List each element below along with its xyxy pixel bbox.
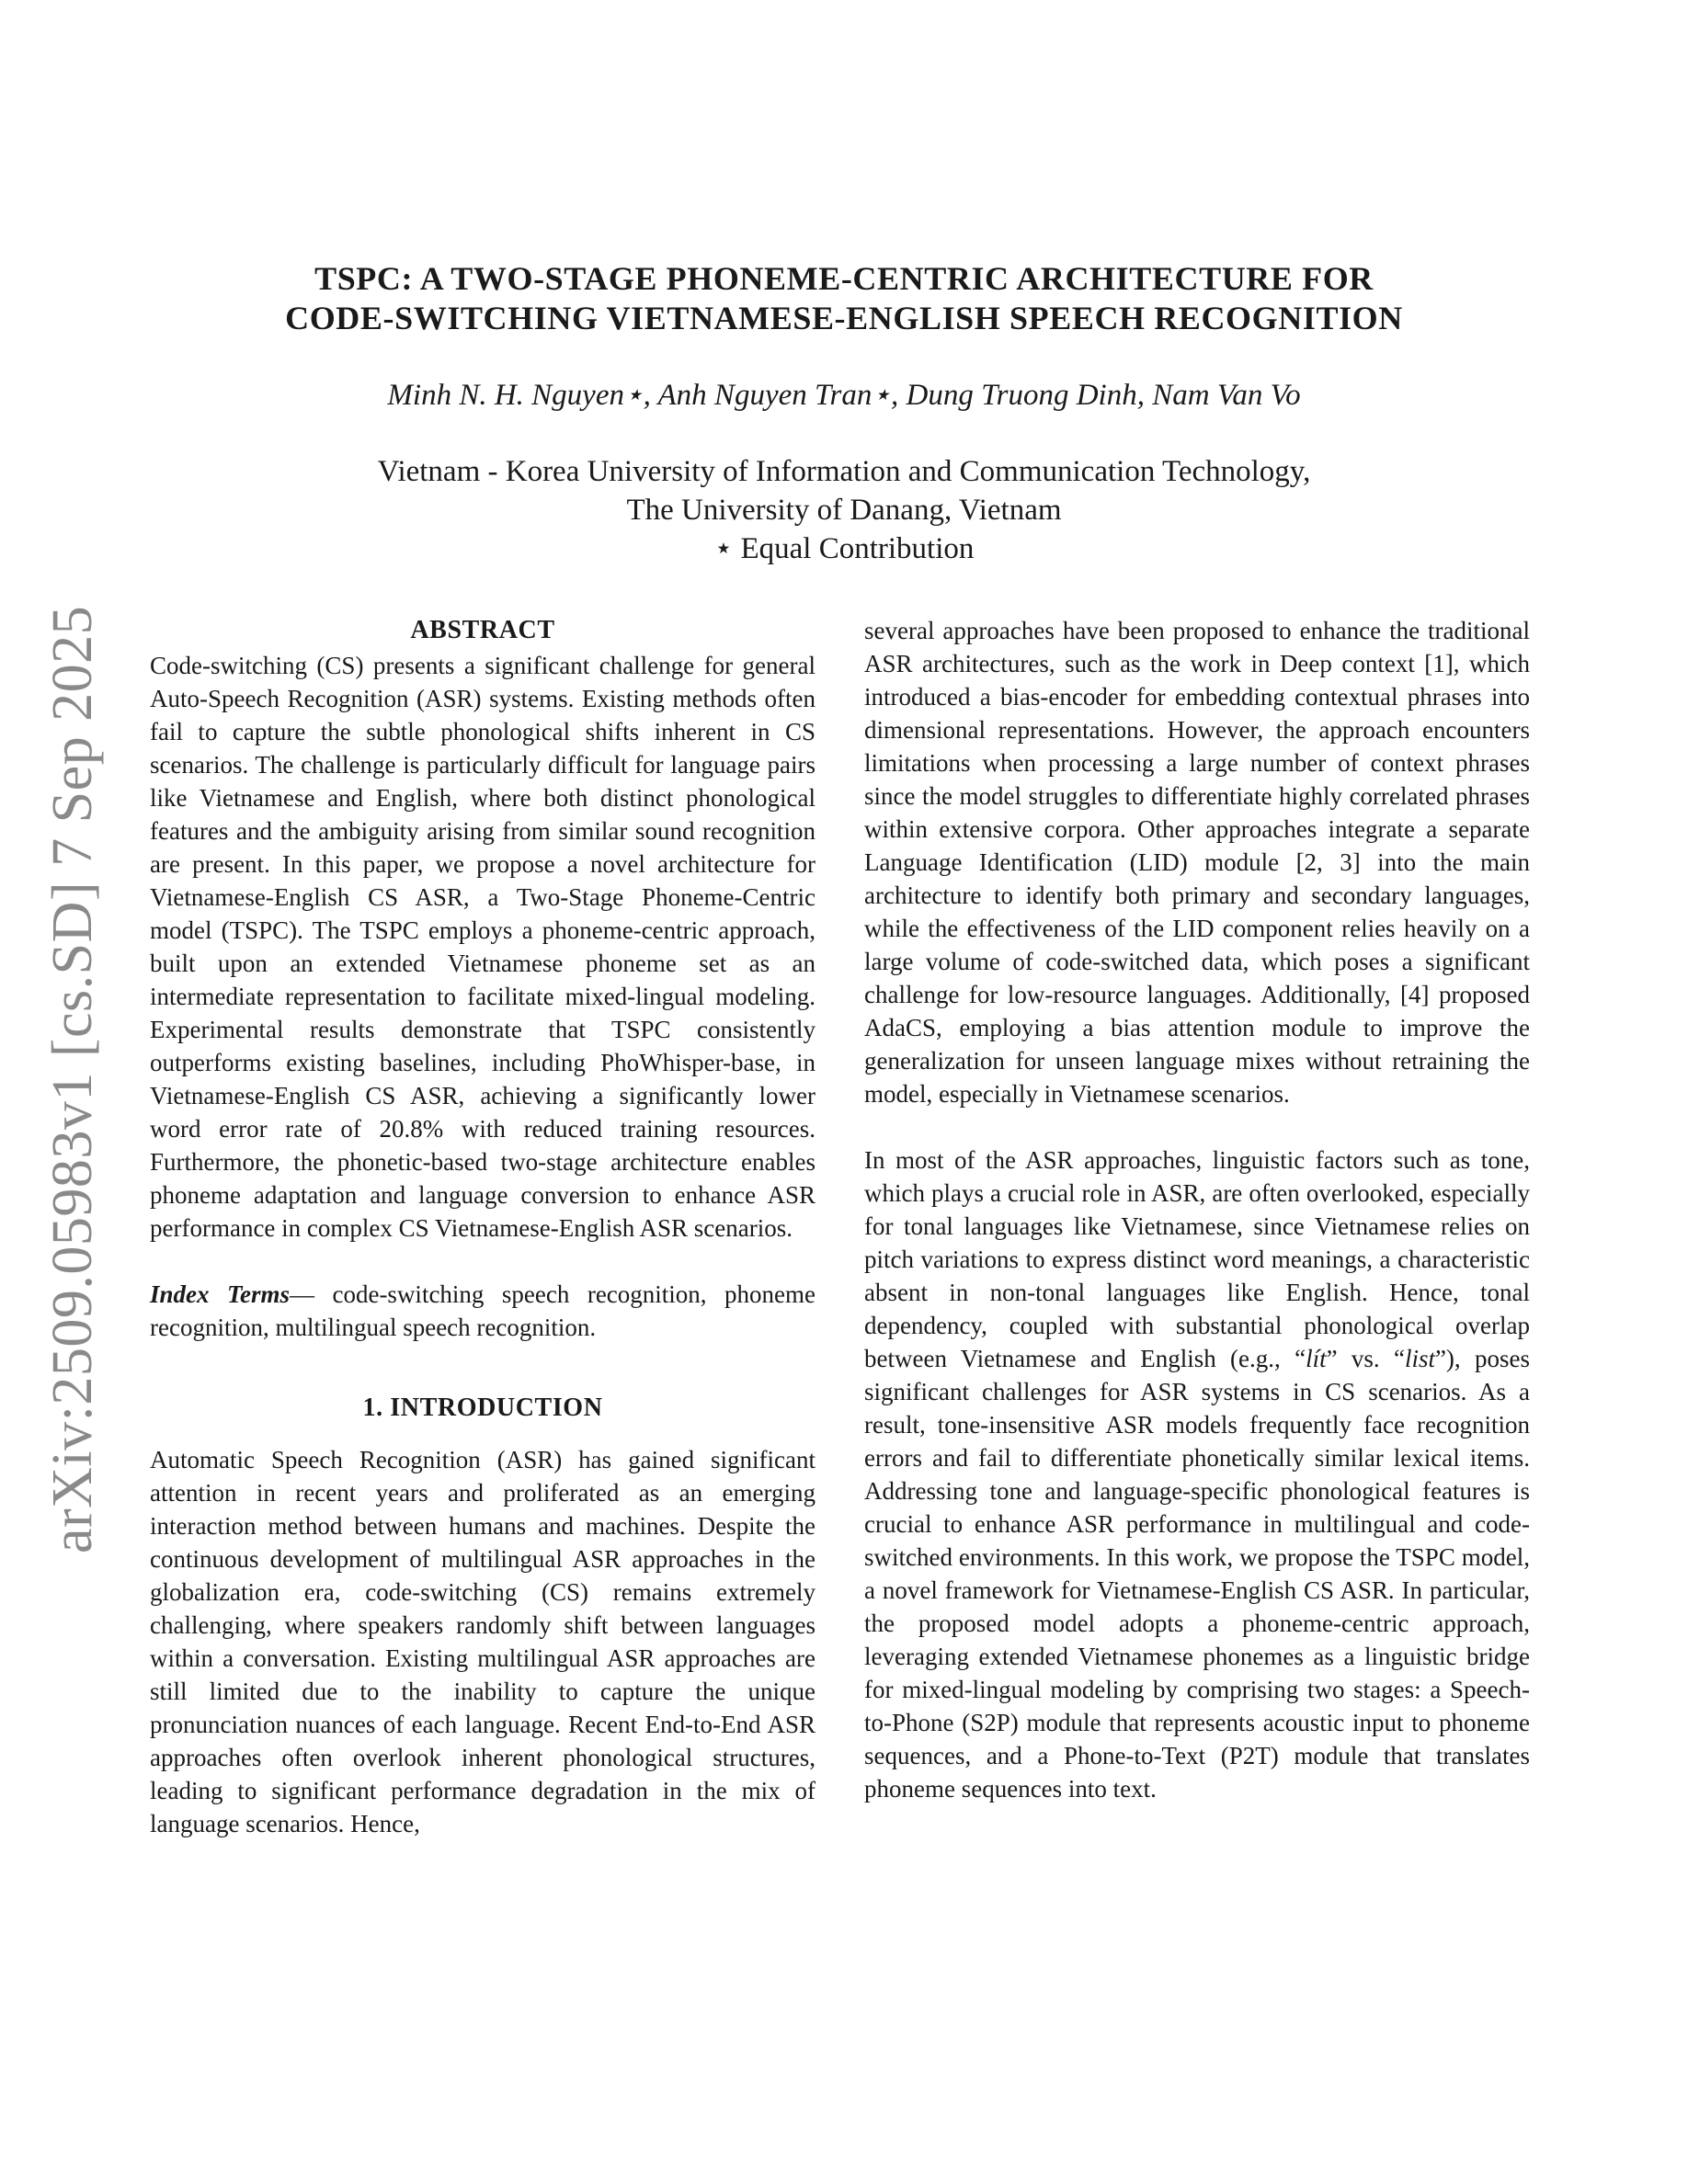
title-line-1: TSPC: A TWO-STAGE PHONEME-CENTRIC ARCHITECTURE FOR [314, 260, 1374, 297]
abstract-text: Code-switching (CS) presents a significant challenge for general Auto-Speech Recognition (ASR) systems. Existing methods often fail to capture the subtle phonological shifts inherent in CS scenarios. The challenge is particularly difficult for language pairs like Vietnamese and English, where both distinct phonological features and the ambiguity arising from similar sound recognition are present. In this paper, we propose a novel architecture for Vietnamese-English CS ASR, a Two-Stage Phoneme-Centric model (TSPC). The TSPC employs a phoneme-centric approach, built upon an extended Vietnamese phoneme set as an intermediate representation to facilitate mixed-lingual modeling. Experimental results demonstrate that TSPC consistently outperforms existing baselines, including PhoWhisper-base, in Vietnamese-English CS ASR, achieving a significantly lower word error rate of 20.8% with reduced training resources. Furthermore, the phonetic-based two-stage architecture enables phoneme adaptation and language conversion to enhance ASR performance in complex CS Vietnamese-English ASR scenarios. [150, 652, 815, 1242]
introduction-heading: 1. INTRODUCTION [362, 1393, 603, 1422]
abstract-heading: ABSTRACT [410, 616, 555, 644]
paper-title [165, 259, 1523, 338]
introduction-paragraph-2 [864, 1143, 1530, 1805]
left-column [150, 614, 815, 1840]
arxiv-identifier: arXiv:2509.05983v1 [cs.SD] 7 Sep 2025 [41, 605, 104, 1553]
affiliation-line-2: The University of Danang, Vietnam [626, 494, 1062, 527]
affiliation-line-3: ⋆ Equal Contribution [713, 532, 975, 565]
right-column [864, 614, 1530, 1805]
para2-text-c: ”), poses significant challenges for ASR systems in CS scenarios. As a result, tone-insensitive ASR models frequently face recognition errors and fail to differentiate phonetically similar lexical items. Addressing tone and language-specific phonological features is crucial to enhance ASR performance in multilingual and code-switched environments. In this work, we propose the TSPC model, a novel framework for Vietnamese-English CS ASR. In particular, the proposed model adopts a phoneme-centric approach, leveraging extended Vietnamese phonemes as a linguistic bridge for mixed-lingual modeling by comprising two stages: a Speech-to-Phone (S2P) module that represents acoustic input to phoneme sequences, and a Phone-to-Text (P2T) module that translates phoneme sequences into text. [864, 1345, 1530, 1803]
example-word-english: list [1404, 1345, 1435, 1372]
introduction-paragraph-1-continued: several approaches have been proposed to enhance the traditional ASR architectures, such as the work in Deep context [1], which introduced a bias-encoder for embedding contextual phrases into dimensional representations. However, the approach encounters limitations when processing a large number of context phrases since the model struggles to differentiate highly correlated phrases within extensive corpora. Other approaches integrate a separate Language Identification (LID) module [2, 3] into the main architecture to identify both primary and secondary languages, while the effectiveness of the LID component relies heavily on a large volume of code-switched data, which poses a significant challenge for low-resource languages. Additionally, [4] proposed AdaCS, employing a bias attention module to improve the generalization for unseen language mixes without retraining the model, especially in Vietnamese scenarios. [864, 617, 1530, 1108]
title-line-2: CODE-SWITCHING VIETNAMESE-ENGLISH SPEECH RECOGNITION [285, 300, 1403, 336]
para2-text-a: In most of the ASR approaches, linguistic factors such as tone, which plays a crucial role in ASR, are often overlooked, especially for tonal languages like Vietnamese, since Vietnamese relies on pitch variations to express distinct word meanings, a characteristic absent in non-tonal languages like English. Hence, tonal dependency, coupled with substantial phonological overlap between Vietnamese and English (e.g., “ [864, 1146, 1530, 1372]
example-word-vietnamese: lít [1306, 1345, 1327, 1372]
para2-text-b: ” vs. “ [1326, 1345, 1405, 1372]
author-list: Minh N. H. Nguyen⋆, Anh Nguyen Tran⋆, Dung Truong Dinh, Nam Van Vo [387, 379, 1301, 412]
affiliation-line-1: Vietnam - Korea University of Information and Communication Technology, [377, 455, 1311, 488]
index-terms-label: Index Terms [150, 1280, 290, 1308]
index-terms-text: — code-switching speech recognition, phoneme recognition, multilingual speech recognition. [150, 1280, 815, 1341]
introduction-paragraph-1: Automatic Speech Recognition (ASR) has gained significant attention in recent years and proliferated as an emerging interaction method between humans and machines. Despite the continuous development of multilingual ASR approaches in the globalization era, code-switching (CS) remains extremely challenging, where speakers randomly shift between languages within a conversation. Existing multilingual ASR approaches are still limited due to the inability to capture the unique pronunciation nuances of each language. Recent End-to-End ASR approaches often overlook inherent phonological structures, leading to significant performance degradation in the mix of language scenarios. Hence, [150, 1446, 815, 1837]
affiliation [165, 452, 1523, 568]
index-terms [150, 1278, 815, 1344]
